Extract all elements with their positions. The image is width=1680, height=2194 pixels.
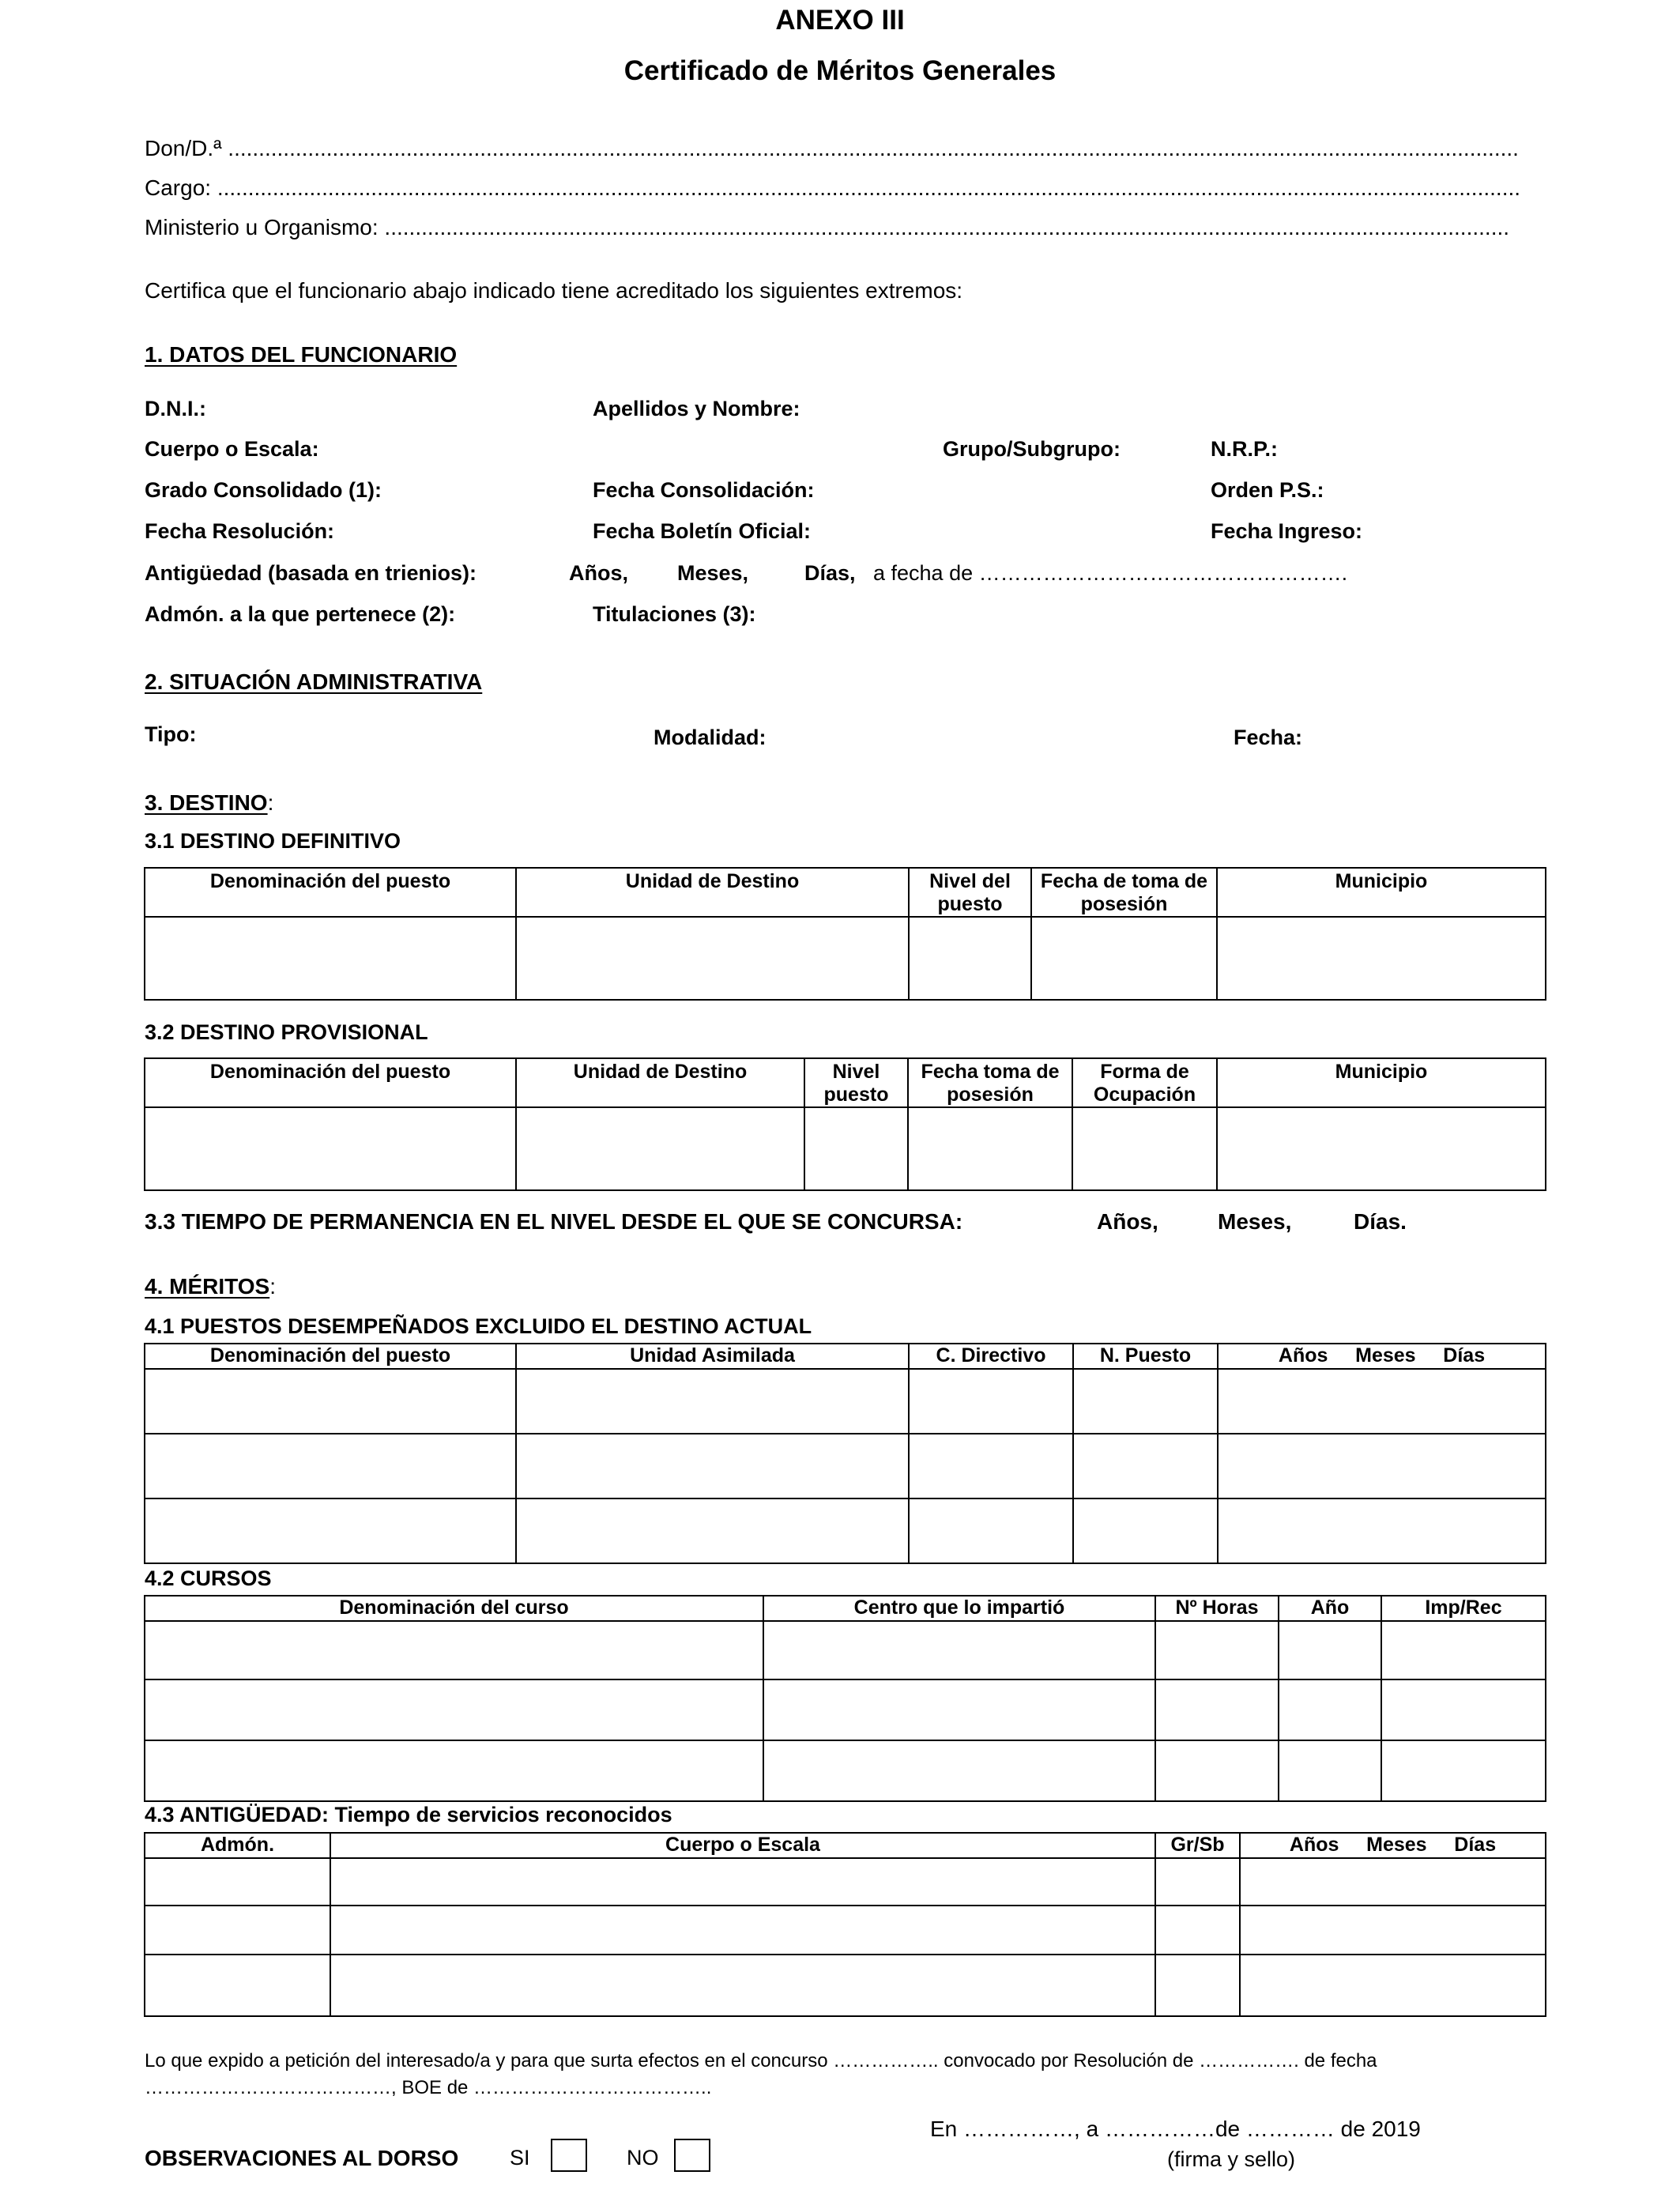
antiguedad-heading: 4.3 ANTIGÜEDAD: Tiempo de servicios reconocidos xyxy=(145,1803,672,1826)
col-unidad-asimilada: Unidad Asimilada xyxy=(516,1344,909,1369)
place-date[interactable]: En ……………, a ……………de ………… de 2019 xyxy=(930,2117,1421,2141)
grado-label: Grado Consolidado (1): xyxy=(145,478,382,502)
table-cell[interactable] xyxy=(1155,1679,1279,1740)
table-cell[interactable] xyxy=(1217,917,1546,1000)
table-cell[interactable] xyxy=(763,1740,1155,1801)
cuerpo-label: Cuerpo o Escala: xyxy=(145,437,319,461)
fecha-ingreso-label: Fecha Ingreso: xyxy=(1211,519,1363,543)
table-cell[interactable] xyxy=(804,1107,908,1190)
don-field[interactable]: Don/D.ª .................................................................................................................................................................................................................. xyxy=(145,136,1519,160)
a-fecha-field[interactable]: a fecha de ……………………………………………. xyxy=(873,561,1348,585)
section3-heading xyxy=(145,790,273,816)
table-cell[interactable] xyxy=(145,1955,330,2016)
destino-provisional-table xyxy=(144,1057,1546,1191)
col-unidad-destino: Unidad de Destino xyxy=(516,868,909,917)
table-cell[interactable] xyxy=(763,1679,1155,1740)
table-cell[interactable] xyxy=(145,1740,763,1801)
table-row xyxy=(145,1740,1546,1801)
section4-heading xyxy=(145,1274,276,1299)
antiguedad-label: Antigüedad (basada en trienios): xyxy=(145,561,477,585)
col-imp-rec: Imp/Rec xyxy=(1381,1596,1546,1621)
no-label: NO xyxy=(627,2146,659,2169)
antiguedad-anos: Años, xyxy=(569,561,629,585)
ministerio-field[interactable]: Ministerio u Organismo: ....................................................................................................................................................................................... xyxy=(145,215,1510,239)
col-fecha-toma: Fecha de toma de posesión xyxy=(1031,868,1217,917)
table-row xyxy=(145,1858,1546,1906)
table-cell[interactable] xyxy=(145,1434,516,1498)
col-denominacion: Denominación del puesto xyxy=(145,1058,516,1107)
antiguedad-dias: Días, xyxy=(804,561,856,585)
cursos-table xyxy=(144,1595,1546,1802)
table-row xyxy=(145,1369,1546,1434)
table-cell[interactable] xyxy=(1073,1498,1218,1563)
col-admon: Admón. xyxy=(145,1833,330,1858)
col-fecha-toma: Fecha toma de posesión xyxy=(908,1058,1072,1107)
observaciones-label: OBSERVACIONES AL DORSO xyxy=(145,2146,459,2170)
table-row xyxy=(145,1906,1546,1955)
table-row xyxy=(145,1621,1546,1679)
col-centro: Centro que lo impartió xyxy=(763,1596,1155,1621)
col-denominacion: Denominación del puesto xyxy=(145,1344,516,1369)
table-cell[interactable] xyxy=(909,1434,1073,1498)
col-horas: Nº Horas xyxy=(1155,1596,1279,1621)
table-cell[interactable] xyxy=(330,1858,1155,1906)
table-cell[interactable] xyxy=(1217,1107,1546,1190)
table-cell[interactable] xyxy=(330,1955,1155,2016)
table-cell[interactable] xyxy=(330,1906,1155,1955)
destino-provisional-heading: 3.2 DESTINO PROVISIONAL xyxy=(145,1020,428,1044)
col-municipio: Municipio xyxy=(1217,1058,1546,1107)
signature-label: (firma y sello) xyxy=(1167,2147,1296,2171)
table-cell[interactable] xyxy=(1240,1955,1546,2016)
table-cell[interactable] xyxy=(145,1906,330,1955)
tipo-label: Tipo: xyxy=(145,722,197,746)
si-label: SI xyxy=(510,2146,530,2169)
table-cell[interactable] xyxy=(145,1621,763,1679)
modalidad-label: Modalidad: xyxy=(654,726,767,749)
admon-label: Admón. a la que pertenece (2): xyxy=(145,602,456,626)
puestos-table xyxy=(144,1343,1546,1564)
col-forma-ocupacion: Forma de Ocupación xyxy=(1072,1058,1217,1107)
table-cell[interactable] xyxy=(1218,1498,1546,1563)
permanencia-anos: Años, xyxy=(1097,1209,1158,1234)
table-cell[interactable] xyxy=(1073,1369,1218,1434)
table-cell[interactable] xyxy=(145,1679,763,1740)
table-cell[interactable] xyxy=(516,1498,909,1563)
page-title: Certificado de Méritos Generales xyxy=(623,55,1057,86)
cursos-heading: 4.2 CURSOS xyxy=(145,1566,272,1590)
section1-heading: 1. DATOS DEL FUNCIONARIO xyxy=(145,342,458,367)
table-cell[interactable] xyxy=(1279,1621,1381,1679)
table-cell[interactable] xyxy=(145,1858,330,1906)
table-cell[interactable] xyxy=(909,1369,1073,1434)
table-cell[interactable] xyxy=(909,917,1031,1000)
permanencia-meses: Meses, xyxy=(1218,1209,1292,1234)
col-nivel: Nivel del puesto xyxy=(909,868,1031,917)
table-cell[interactable] xyxy=(1073,1434,1218,1498)
table-cell[interactable] xyxy=(1381,1621,1546,1679)
apellidos-label: Apellidos y Nombre: xyxy=(593,397,800,420)
checkbox-box-icon xyxy=(674,2139,710,2172)
table-cell[interactable] xyxy=(1072,1107,1217,1190)
table-cell[interactable] xyxy=(763,1621,1155,1679)
section3-colon: : xyxy=(267,790,274,815)
permanencia-dias: Días. xyxy=(1354,1209,1407,1234)
table-cell[interactable] xyxy=(1155,1906,1240,1955)
col-anos-meses-dias: Años Meses Días xyxy=(1218,1344,1546,1369)
table-cell[interactable] xyxy=(516,917,909,1000)
table-row xyxy=(145,917,1546,1000)
col-unidad-destino: Unidad de Destino xyxy=(516,1058,804,1107)
table-cell[interactable] xyxy=(1155,1621,1279,1679)
table-cell[interactable] xyxy=(1279,1679,1381,1740)
table-cell[interactable] xyxy=(516,1434,909,1498)
table-cell[interactable] xyxy=(1240,1906,1546,1955)
col-n-puesto: N. Puesto xyxy=(1073,1344,1218,1369)
expido-line-2: …………………………………, BOE de ……………………………….. xyxy=(145,2077,712,2098)
si-checkbox[interactable] xyxy=(551,2139,587,2172)
col-anos-meses-dias: Años Meses Días xyxy=(1240,1833,1546,1858)
fecha-label: Fecha: xyxy=(1234,726,1303,749)
table-cell[interactable] xyxy=(516,1107,804,1190)
col-nivel: Nivel puesto xyxy=(804,1058,908,1107)
fecha-consolidacion-label: Fecha Consolidación: xyxy=(593,478,815,502)
destino-definitivo-heading: 3.1 DESTINO DEFINITIVO xyxy=(145,829,401,853)
section3-heading-text: 3. DESTINO xyxy=(145,790,268,815)
table-cell[interactable] xyxy=(516,1369,909,1434)
destino-definitivo-table xyxy=(144,867,1546,1001)
table-cell[interactable] xyxy=(145,917,516,1000)
col-municipio: Municipio xyxy=(1217,868,1546,917)
table-cell[interactable] xyxy=(1218,1369,1546,1434)
table-cell[interactable] xyxy=(1218,1434,1546,1498)
col-gr-sb: Gr/Sb xyxy=(1155,1833,1240,1858)
table-cell[interactable] xyxy=(145,1107,516,1190)
table-cell[interactable] xyxy=(1240,1858,1546,1906)
fecha-resolucion-label: Fecha Resolución: xyxy=(145,519,335,543)
table-cell[interactable] xyxy=(1155,1740,1279,1801)
table-row xyxy=(145,1107,1546,1190)
col-cuerpo-escala: Cuerpo o Escala xyxy=(330,1833,1155,1858)
table-cell[interactable] xyxy=(1155,1955,1240,2016)
table-row xyxy=(145,1434,1546,1498)
table-cell[interactable] xyxy=(1155,1858,1240,1906)
puestos-desempenados-heading: 4.1 PUESTOS DESEMPEÑADOS EXCLUIDO EL DESTINO ACTUAL xyxy=(145,1314,812,1338)
orden-ps-label: Orden P.S.: xyxy=(1211,478,1324,502)
antiguedad-meses: Meses, xyxy=(677,561,749,585)
col-denominacion-curso: Denominación del curso xyxy=(145,1596,763,1621)
table-cell[interactable] xyxy=(1279,1740,1381,1801)
table-row xyxy=(145,1679,1546,1740)
antiguedad-table xyxy=(144,1832,1546,2017)
col-c-directivo: C. Directivo xyxy=(909,1344,1073,1369)
table-cell[interactable] xyxy=(908,1107,1072,1190)
dni-label: D.N.I.: xyxy=(145,397,206,420)
section2-heading: 2. SITUACIÓN ADMINISTRATIVA xyxy=(145,669,483,694)
no-checkbox[interactable] xyxy=(674,2139,710,2172)
tiempo-permanencia-label: 3.3 TIEMPO DE PERMANENCIA EN EL NIVEL DESDE EL QUE SE CONCURSA: xyxy=(145,1209,963,1234)
cargo-field[interactable]: Cargo: .................................................................................................................................................................................................................... xyxy=(145,175,1521,200)
table-cell[interactable] xyxy=(1031,917,1217,1000)
table-row xyxy=(145,1955,1546,2016)
checkbox-box-icon xyxy=(551,2139,587,2172)
col-denominacion: Denominación del puesto xyxy=(145,868,516,917)
fecha-boletin-label: Fecha Boletín Oficial: xyxy=(593,519,812,543)
section4-heading-text: 4. MÉRITOS xyxy=(145,1274,270,1299)
table-cell[interactable] xyxy=(145,1369,516,1434)
table-cell[interactable] xyxy=(1381,1740,1546,1801)
grupo-label: Grupo/Subgrupo: xyxy=(943,437,1121,461)
titulaciones-label: Titulaciones (3): xyxy=(593,602,756,626)
table-row xyxy=(145,1498,1546,1563)
annex-title: ANEXO III xyxy=(775,5,905,36)
table-cell[interactable] xyxy=(909,1498,1073,1563)
expido-line-1: Lo que expido a petición del interesado/a y para que surta efectos en el concurso …………….. convocado por Resolución de ……………. de fecha xyxy=(145,2050,1377,2071)
col-ano: Año xyxy=(1279,1596,1381,1621)
section4-colon: : xyxy=(269,1274,276,1299)
certifica-text: Certifica que el funcionario abajo indicado tiene acreditado los siguientes extremos: xyxy=(145,278,963,303)
nrp-label: N.R.P.: xyxy=(1211,437,1279,461)
table-cell[interactable] xyxy=(145,1498,516,1563)
table-cell[interactable] xyxy=(1381,1679,1546,1740)
